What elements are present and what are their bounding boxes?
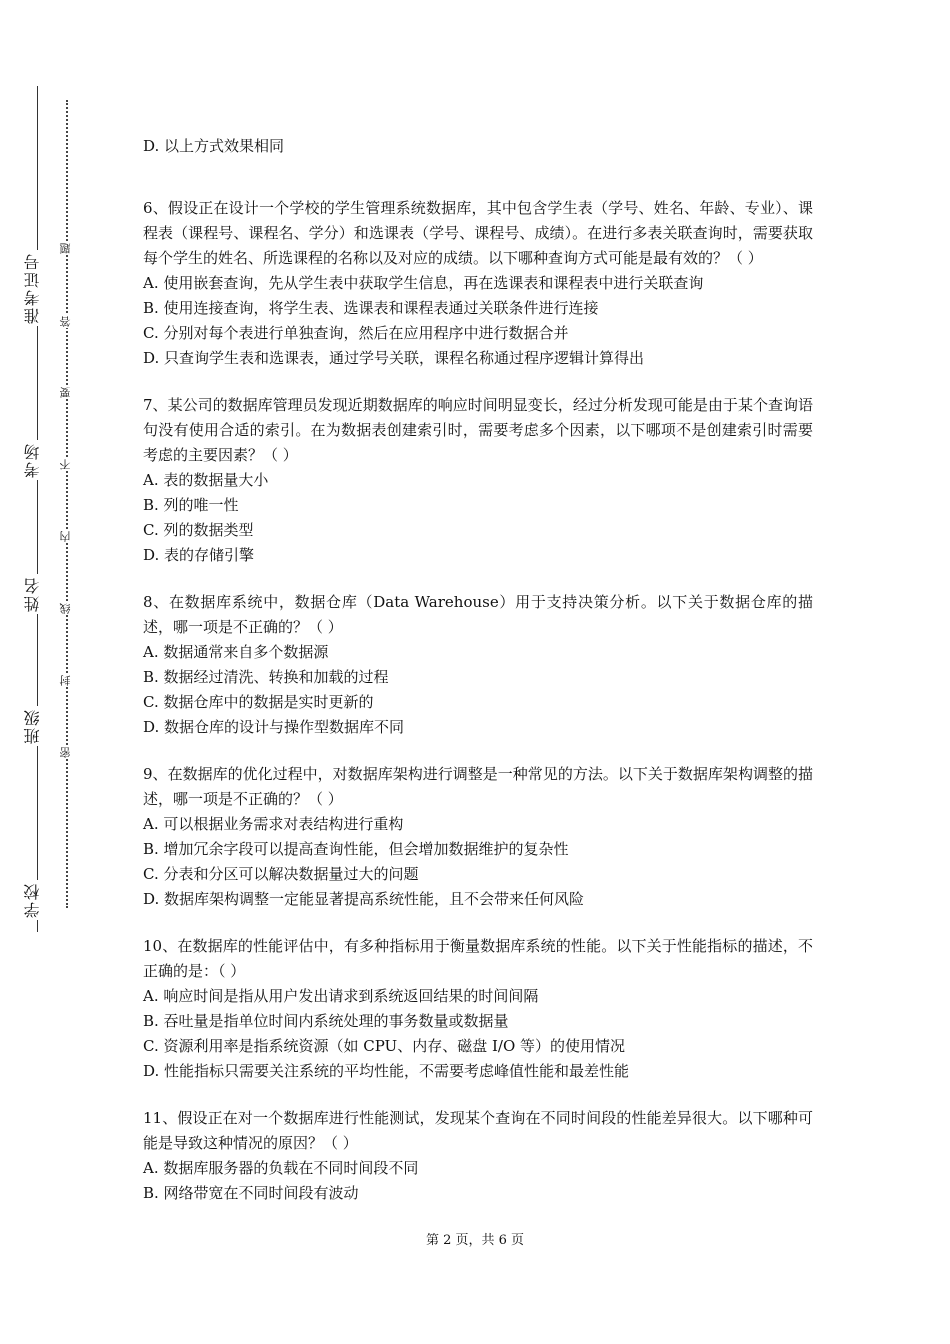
question-7 bbox=[143, 393, 813, 568]
seal-dotted-line bbox=[66, 100, 68, 908]
option: D. 表的存储引擎 bbox=[143, 546, 255, 564]
field-label-exam-number: 准考证号 bbox=[23, 252, 42, 324]
question-stem: 9、在数据库的优化过程中，对数据库架构进行调整是一种常见的方法。以下关于数据库架构调整的描述，哪一项是不正确的？（ ） bbox=[143, 765, 813, 808]
question-5-option-d: D. 以上方式效果相同 bbox=[143, 137, 285, 155]
seal-char: 内 bbox=[59, 531, 72, 542]
field-label-class: 班级 bbox=[23, 708, 42, 744]
option: B. 数据经过清洗、转换和加载的过程 bbox=[143, 668, 389, 686]
option: C. 数据仓库中的数据是实时更新的 bbox=[143, 693, 374, 711]
field-label-school: 学校 bbox=[23, 882, 42, 918]
option: D. 数据库架构调整一定能显著提高系统性能，且不会带来任何风险 bbox=[143, 890, 585, 908]
field-label-exam-room: 考场 bbox=[23, 442, 42, 478]
option: D. 只查询学生表和选课表，通过学号关联，课程名称通过程序逻辑计算得出 bbox=[143, 349, 645, 367]
question-6 bbox=[143, 196, 813, 371]
option: D. 数据仓库的设计与操作型数据库不同 bbox=[143, 718, 405, 736]
page-footer: 第 2 页，共 6 页 bbox=[425, 1233, 525, 1248]
question-11 bbox=[143, 1106, 813, 1206]
option: B. 增加冗余字段可以提高查询性能，但会增加数据维护的复杂性 bbox=[143, 840, 569, 858]
option: A. 响应时间是指从用户发出请求到系统返回结果的时间间隔 bbox=[143, 987, 539, 1005]
question-stem: 11、假设正在对一个数据库进行性能测试，发现某个查询在不同时间段的性能差异很大。以下哪种可能是导致这种情况的原因？（ ） bbox=[143, 1109, 813, 1152]
seal-char: 线 bbox=[59, 603, 72, 614]
question-9 bbox=[143, 762, 813, 912]
question-stem: 8、在数据库系统中，数据仓库（Data Warehouse）用于支持决策分析。以下关于数据仓库的描述，哪一项是不正确的？（ ） bbox=[143, 593, 813, 636]
option: B. 列的唯一性 bbox=[143, 496, 239, 514]
option: C. 列的数据类型 bbox=[143, 521, 254, 539]
option: C. 资源利用率是指系统资源（如 CPU、内存、磁盘 I/O 等）的使用情况 bbox=[143, 1037, 626, 1055]
question-8 bbox=[143, 590, 813, 740]
option: A. 数据库服务器的负载在不同时间段不同 bbox=[143, 1159, 419, 1177]
question-10 bbox=[143, 934, 813, 1084]
option: B. 吞吐量是指单位时间内系统处理的事务数量或数据量 bbox=[143, 1012, 509, 1030]
option: A. 可以根据业务需求对表结构进行重构 bbox=[143, 815, 404, 833]
option: D. 性能指标只需要关注系统的平均性能，不需要考虑峰值性能和最差性能 bbox=[143, 1062, 630, 1080]
seal-char: 封 bbox=[59, 675, 72, 686]
seal-char: 题 bbox=[59, 243, 72, 254]
binding-solid-line bbox=[37, 86, 38, 932]
option: A. 表的数据量大小 bbox=[143, 471, 269, 489]
option: A. 使用嵌套查询，先从学生表中获取学生信息，再在选课表和课程表中进行关联查询 bbox=[143, 274, 704, 292]
binding-margin bbox=[0, 0, 100, 1344]
question-stem: 7、某公司的数据库管理员发现近期数据库的响应时间明显变长，经过分析发现可能是由于某个查询语句没有使用合适的索引。在为数据表创建索引时，需要考虑多个因素，以下哪项不是创建索引时需要考虑的主要因素？（ ） bbox=[143, 396, 813, 464]
seal-char: 答 bbox=[59, 316, 72, 327]
seal-char: 密 bbox=[59, 747, 72, 758]
seal-char: 不 bbox=[59, 459, 72, 470]
option: B. 使用连接查询，将学生表、选课表和课程表通过关联条件进行连接 bbox=[143, 299, 599, 317]
option: C. 分表和分区可以解决数据量过大的问题 bbox=[143, 865, 419, 883]
option: A. 数据通常来自多个数据源 bbox=[143, 643, 329, 661]
question-stem: 6、假设正在设计一个学校的学生管理系统数据库，其中包含学生表（学号、姓名、年龄、专业）、课程表（课程号、课程名、学分）和选课表（学号、课程号、成绩）。在进行多表关联查询时，需要获取每个学生的姓名、所选课程的名称以及对应的成绩。以下哪种查询方式可能是最有效的？（ ） bbox=[143, 199, 813, 267]
option: B. 网络带宽在不同时间段有波动 bbox=[143, 1184, 359, 1202]
field-label-name: 姓名 bbox=[23, 576, 42, 612]
question-stem: 10、在数据库的性能评估中，有多种指标用于衡量数据库系统的性能。以下关于性能指标的描述，不正确的是：（ ） bbox=[143, 937, 813, 980]
seal-char: 要 bbox=[59, 387, 72, 398]
exam-content bbox=[143, 119, 813, 1206]
option: C. 分别对每个表进行单独查询，然后在应用程序中进行数据合并 bbox=[143, 324, 569, 342]
